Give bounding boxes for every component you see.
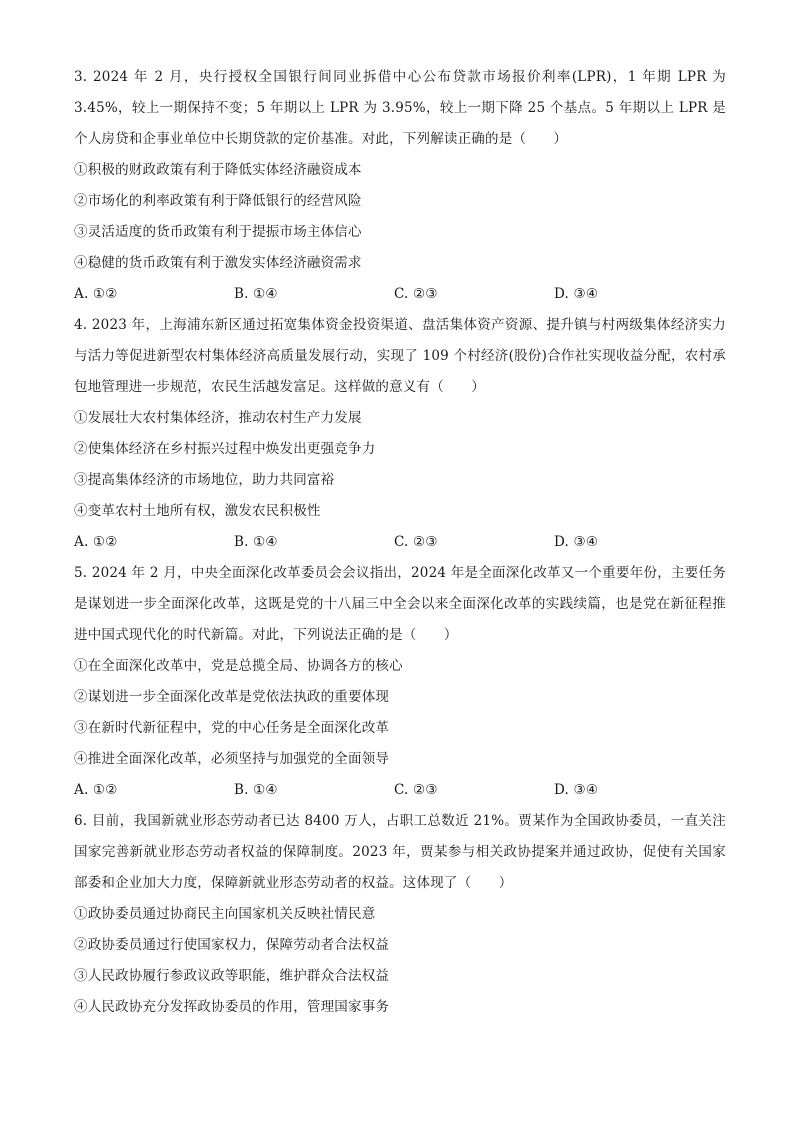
option-item: ③灵活适度的货币政策有利于提振市场主体信心 [74,224,362,240]
option-item: ②市场化的利率政策有利于降低银行的经营风险 [74,193,362,209]
option-item: ①积极的财政政策有利于降低实体经济融资成本 [74,162,362,178]
answer-choices [74,527,726,558]
answer-c[interactable]: C. ②③ [394,286,438,302]
answer-b[interactable]: B. ①④ [234,782,278,798]
question-stem: 5. 2024 年 2 月，中央全面深化改革委员会会议指出，2024 年是全面深化改革又一个重要年份，主要任务是谋划进一步全面深化改革，这既是党的十八届三中全会以来全面深化改革的实践续篇，也是党在新征程推进中国式现代化的时代新篇。对此，下列说法正确的是（ ） [74,565,726,643]
exam-page [74,62,726,1023]
answer-a[interactable]: A. ①② [74,534,118,550]
answer-b[interactable]: B. ①④ [234,286,278,302]
question-4 [74,310,726,558]
answer-choices [74,279,726,310]
answer-choices [74,775,726,806]
answer-a[interactable]: A. ①② [74,782,118,798]
answer-a[interactable]: A. ①② [74,286,118,302]
option-item: ④稳健的货币政策有利于激发实体经济融资需求 [74,255,362,271]
answer-c[interactable]: C. ②③ [394,782,438,798]
answer-b[interactable]: B. ①④ [234,534,278,550]
option-item: ②政协委员通过行使国家权力，保障劳动者合法权益 [74,937,390,953]
option-item: ③提高集体经济的市场地位，助力共同富裕 [74,472,335,488]
option-item: ④变革农村土地所有权，激发农民积极性 [74,503,321,519]
question-3 [74,62,726,310]
question-5 [74,558,726,806]
question-stem: 4. 2023 年，上海浦东新区通过拓宽集体资金投资渠道、盘活集体资产资源、提升镇与村两级集体经济实力与活力等促进新型农村集体经济高质量发展行动，实现了 109 个村经济(股份)合作社实现收益分配，农村承包地管理进一步规范，农民生活越发富足。这样做的意义有（ ） [74,317,726,395]
option-item: ③人民政协履行参政议政等职能，维护群众合法权益 [74,968,390,984]
answer-d[interactable]: D. ③④ [554,534,599,550]
option-item: ③在新时代新征程中，党的中心任务是全面深化改革 [74,720,390,736]
answer-c[interactable]: C. ②③ [394,534,438,550]
option-item: ②使集体经济在乡村振兴过程中焕发出更强竞争力 [74,441,376,457]
answer-d[interactable]: D. ③④ [554,286,599,302]
option-item: ①在全面深化改革中，党是总揽全局、协调各方的核心 [74,658,403,674]
option-item: ①发展壮大农村集体经济，推动农村生产力发展 [74,410,362,426]
question-stem: 6. 目前，我国新就业形态劳动者已达 8400 万人，占职工总数近 21%。贾某作为全国政协委员，一直关注国家完善新就业形态劳动者权益的保障制度。2023 年，贾某参与相关政协提案并通过政协，促使有关国家部委和企业加大力度，保障新就业形态劳动者的权益。这体现了（ ） [74,813,726,891]
answer-d[interactable]: D. ③④ [554,782,599,798]
question-6 [74,806,726,1023]
option-item: ①政协委员通过协商民主向国家机关反映社情民意 [74,906,376,922]
question-stem: 3. 2024 年 2 月，央行授权全国银行间同业拆借中心公布贷款市场报价利率(LPR)，1 年期 LPR 为 3.45%，较上一期保持不变；5 年期以上 LPR 为 3.95%，较上一期下降 25 个基点。5 年期以上 LPR 是个人房贷和企事业单位中长期贷款的定价基准。对此，下列解读正确的是（ ） [74,69,726,147]
option-item: ④人民政协充分发挥政协委员的作用，管理国家事务 [74,999,390,1015]
option-item: ②谋划进一步全面深化改革是党依法执政的重要体现 [74,689,390,705]
option-item: ④推进全面深化改革，必须坚持与加强党的全面领导 [74,751,390,767]
